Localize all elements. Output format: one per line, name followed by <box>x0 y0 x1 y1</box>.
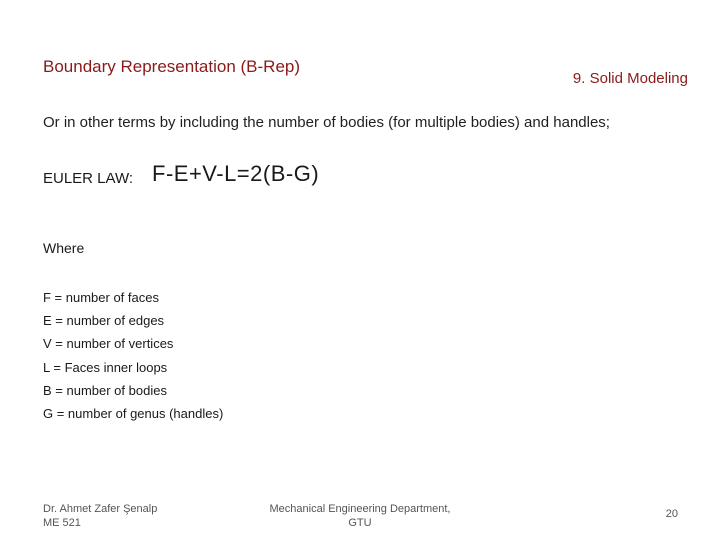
intro-text: Or in other terms by including the number of bodies (for multiple bodies) and handles; <box>43 114 610 131</box>
definition-item: G = number of genus (handles) <box>43 406 224 422</box>
footer-author: Dr. Ahmet Zafer Şenalp <box>43 503 158 515</box>
where-heading: Where <box>43 240 85 256</box>
footer-department-block <box>250 502 470 530</box>
footer-author-block <box>43 502 157 530</box>
definition-item: L = Faces inner loops <box>43 359 168 375</box>
footer-department: Mechanical Engineering Department, <box>269 503 451 515</box>
footer-course: ME 521 <box>43 517 81 529</box>
definition-item: V = number of vertices <box>43 336 174 352</box>
footer-university: GTU <box>348 517 372 529</box>
definition-item: B = number of bodies <box>43 382 167 398</box>
euler-formula: F-E+V-L=2(B-G) <box>152 161 320 186</box>
definition-item: F = number of faces <box>43 290 159 305</box>
chapter-label: 9. Solid Modeling <box>572 70 688 87</box>
definition-list <box>43 286 223 425</box>
euler-law-label: EULER LAW: <box>43 170 134 187</box>
slide-title: Boundary Representation (B-Rep) <box>43 57 301 76</box>
definition-item: E = number of edges <box>43 313 165 329</box>
page-number: 20 <box>665 508 678 520</box>
